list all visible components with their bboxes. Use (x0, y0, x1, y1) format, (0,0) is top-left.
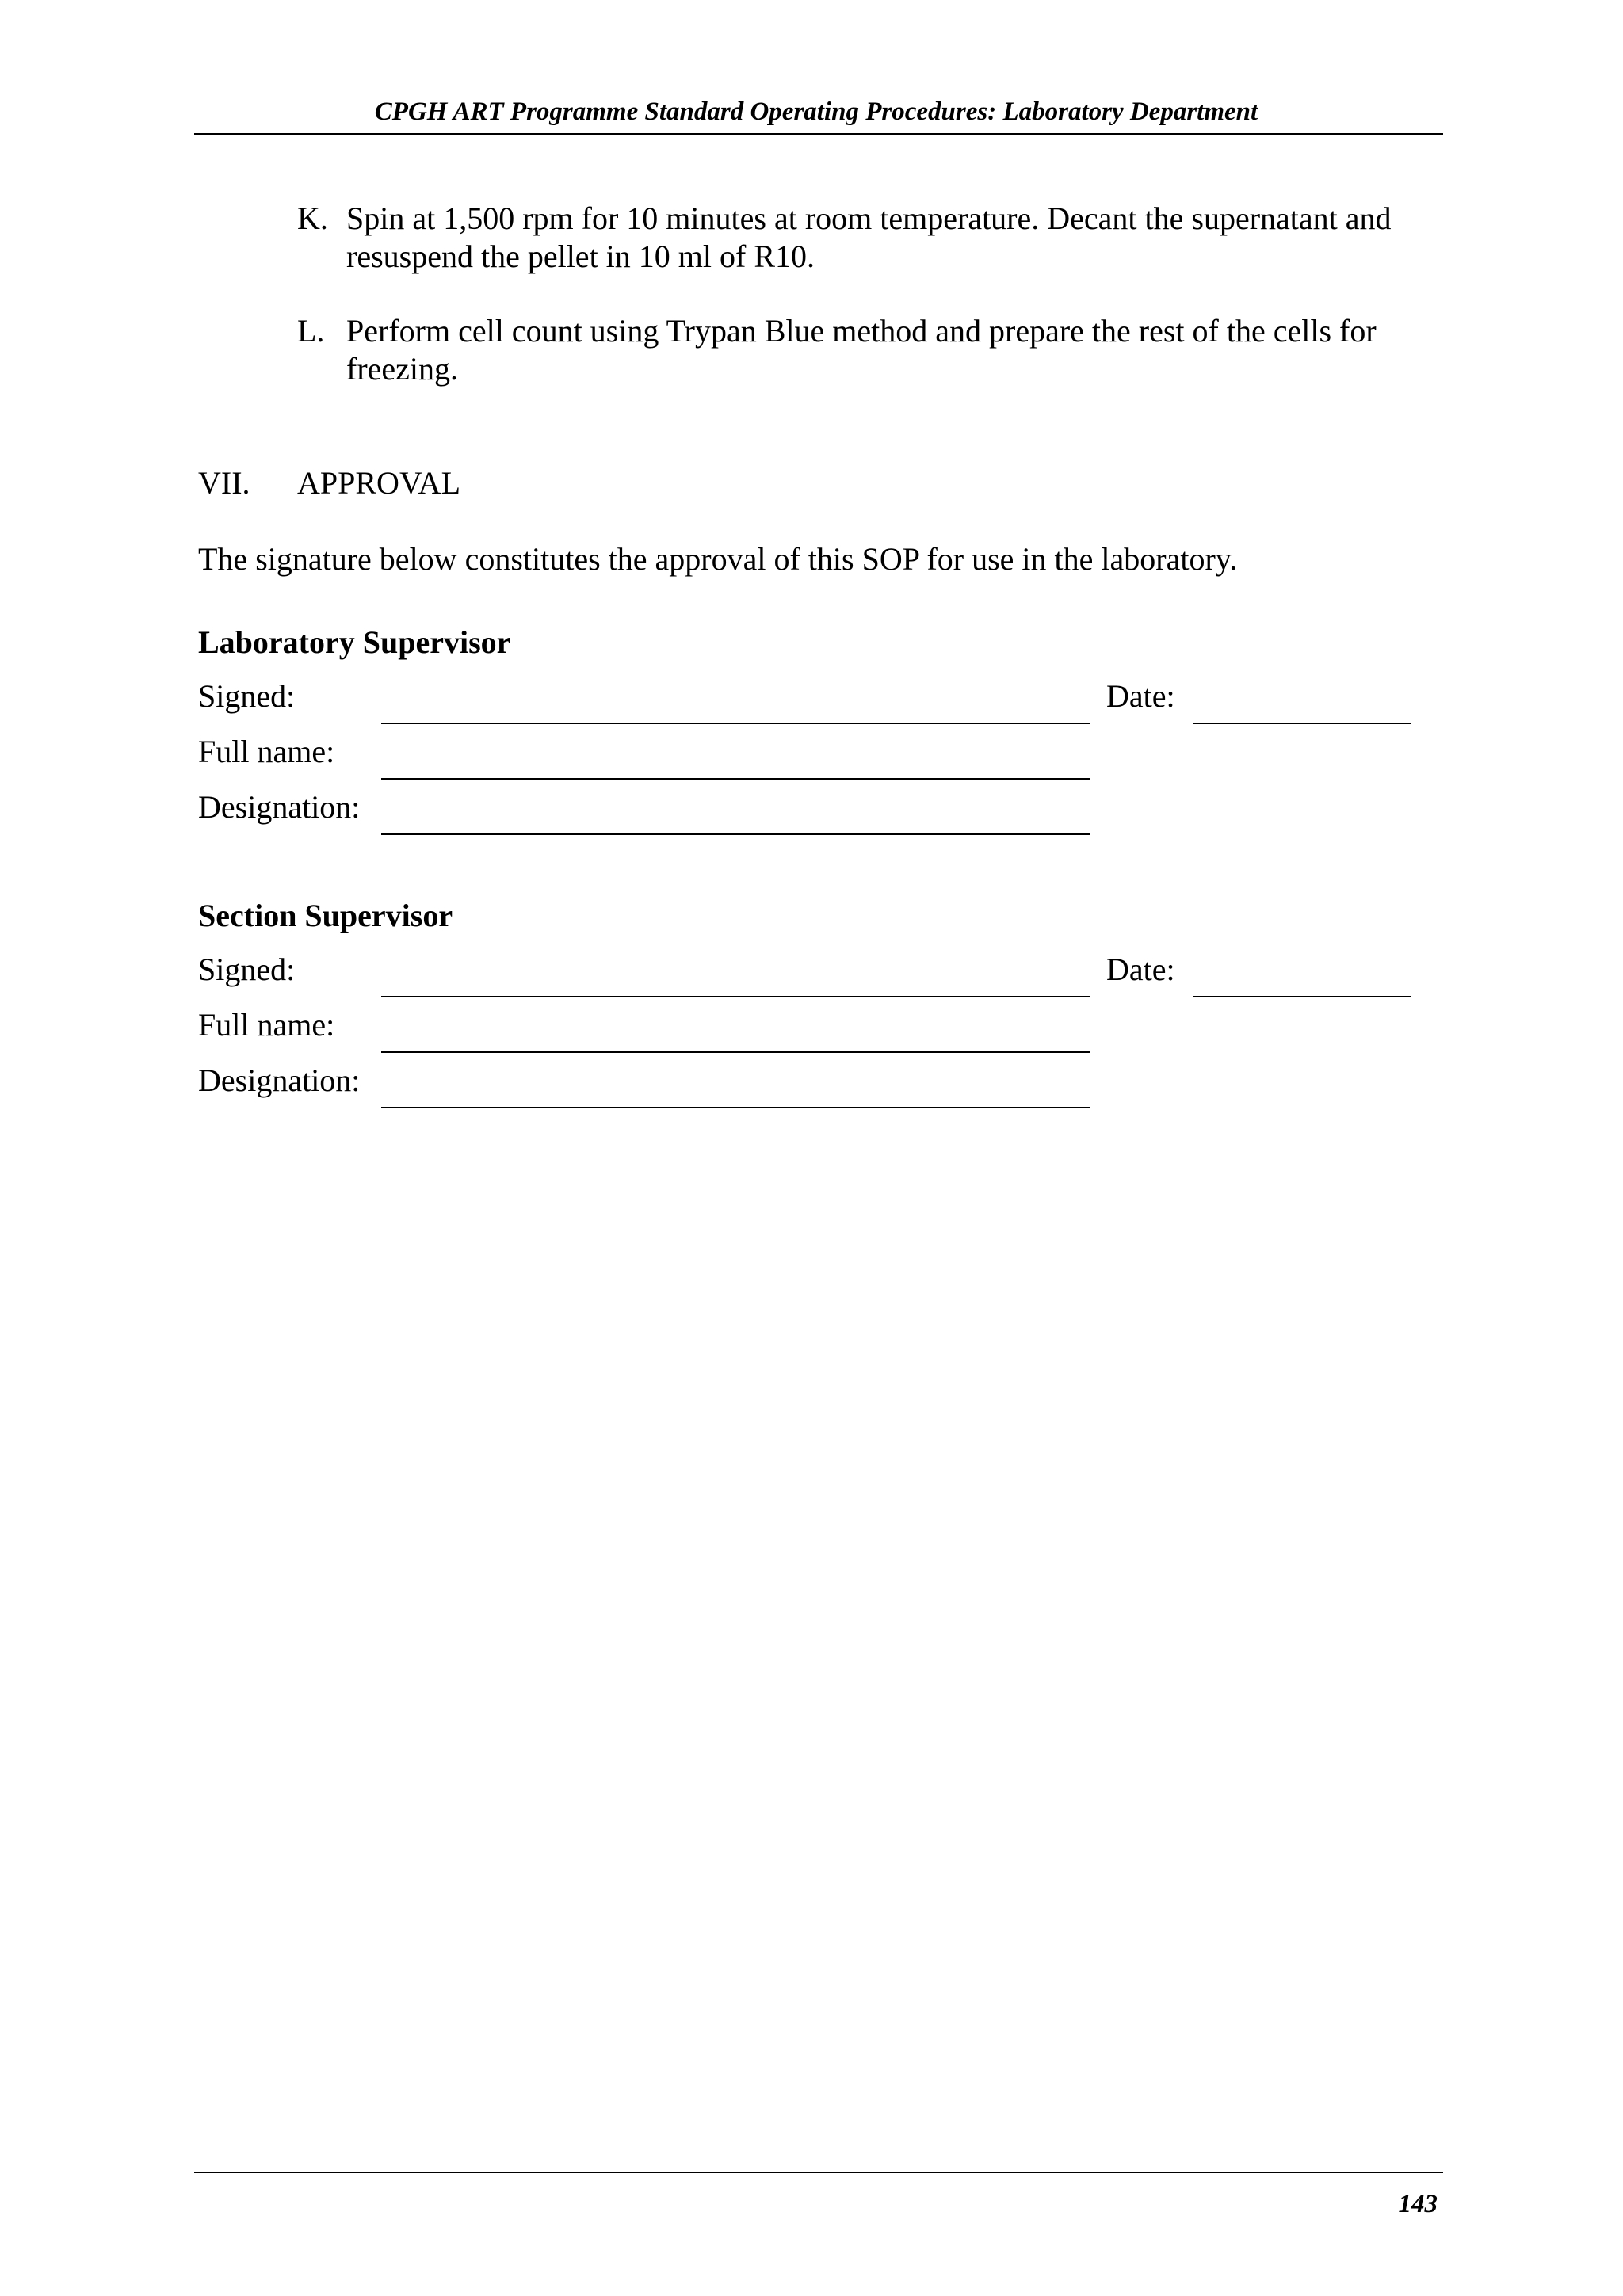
header-rule (194, 133, 1443, 135)
sec-date-label: Date: (1106, 952, 1175, 987)
lab-full-name-line[interactable] (381, 778, 1090, 780)
lab-date-line[interactable] (1193, 723, 1411, 724)
lab-date-label: Date: (1106, 678, 1175, 714)
step-l-text: Perform cell count using Trypan Blue method and prepare the rest of the cells for freezing. (346, 313, 1377, 387)
lab-full-name-label: Full name: (198, 734, 335, 769)
sec-full-name-line[interactable] (381, 1051, 1090, 1053)
page-number: 143 (1398, 2190, 1438, 2218)
lab-signed-line[interactable] (381, 723, 1090, 724)
sec-signed-label: Signed: (198, 952, 296, 987)
lab-designation-label: Designation: (198, 789, 361, 825)
lab-signed-label: Signed: (198, 678, 296, 714)
running-header: CPGH ART Programme Standard Operating Procedures: Laboratory Department (374, 97, 1258, 126)
approval-statement: The signature below constitutes the approval of this SOP for use in the laboratory. (198, 541, 1238, 577)
section-number: VII. (198, 465, 250, 501)
sec-full-name-label: Full name: (198, 1007, 335, 1043)
sec-designation-label: Designation: (198, 1062, 361, 1098)
step-l-letter: L. (297, 313, 325, 349)
sec-designation-line[interactable] (381, 1107, 1090, 1108)
step-k-letter: K. (297, 200, 328, 236)
footer-rule (194, 2172, 1443, 2173)
laboratory-supervisor-heading: Laboratory Supervisor (198, 624, 511, 660)
step-k-text: Spin at 1,500 rpm for 10 minutes at room temperature. Decant the supernatant and resuspend the pellet in 10 ml of R10. (346, 200, 1392, 274)
section-supervisor-heading: Section Supervisor (198, 898, 453, 933)
section-title: APPROVAL (297, 465, 460, 501)
lab-designation-line[interactable] (381, 833, 1090, 835)
sec-date-line[interactable] (1193, 996, 1411, 997)
sec-signed-line[interactable] (381, 996, 1090, 997)
